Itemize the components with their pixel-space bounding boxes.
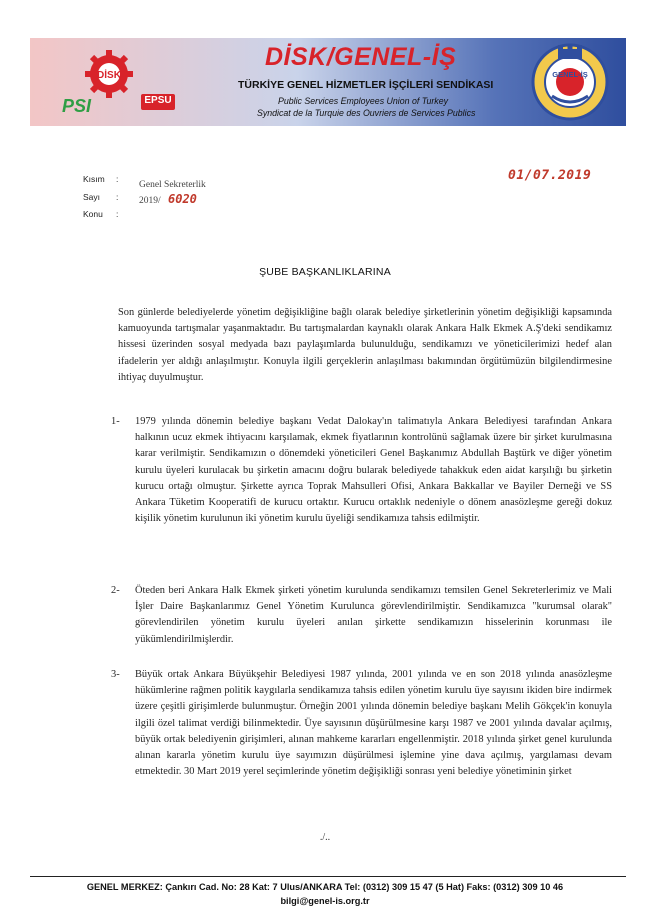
intro-paragraph: Son günlerde belediyelerde yönetim değişikliğine bağlı olarak belediye şirketlerinin yönetim değişikliği kapsamında kamuoyunda tartışmalar yaşanmaktadır. Bu tartışmalardan kaynaklı olarak Ankara Halk Ekmek A.Ş'deki sendikamız hissesi üzerinden sosyal medyada bazı paylaşımlarda bulunulduğu, sendikamızı ve yöneticilerimizi hedef alan ifadelerin yer aldığı anlaşılmıştır. Konuyla ilgili gerçeklerin anlaşılması bakımından örgütümüzün bilgilendirmesine ihtiyaç duyulmuştur. [118, 307, 612, 383]
disk-logo-text: DİSK [97, 70, 121, 81]
meta-colon: : [116, 192, 119, 202]
meta-label-sayi: Sayı [83, 192, 101, 202]
org-french-name: Syndicat de la Turquie des Ouvriers de Services Publics [257, 108, 476, 118]
handwritten-date: 01/07.2019 [508, 168, 592, 183]
psi-logo: PSI [62, 96, 92, 116]
meta-colon: : [116, 209, 119, 219]
footer-address: GENEL MERKEZ: Çankırı Cad. No: 28 Kat: 7 Ulus/ANKARA Tel: (0312) 309 15 47 (5 Hat) Faks: (0312) 309 10 46 [86, 882, 564, 892]
footer-email: bilgi@genel-is.org.tr [280, 896, 370, 906]
page-continued-marker: ./.. [319, 832, 331, 843]
list-item-number: 3- [111, 669, 120, 680]
list-item-text: Büyük ortak Ankara Büyükşehir Belediyesi 1987 yılında, 2001 yılında ve en son 2018 yılında anasözleşme hükümlerine rağmen politik kaygılarla sendikamıza tahsis edilen yönetim kurulu üye sayısını ikiden bire indirmek üzere çeşitli girişimlerde bulunmuştur. Örneğin 2001 yılında dönemin belediye başkanı Melih Gökçek'in konuyla ilgili özel talimat verdiği bilinmektedir. Üye sayısının düşürülmesine karşı 1987 ve 2001 yılında davalar açılmış, büyük ortak belediyenin girişimleri, alınan mahkeme kararları engellenmiştir. 2018 yılında şirket genel kurulunda alınan kararla yönetim kurulu üye sayımızın düşürülmesi işlemine yine dava açılmış, yargılaması devam etmektedir. 30 Mart 2019 yerel seçimlerinde yönetim değişikliği sonrası yeni belediye yönetiminin şirket [135, 669, 612, 778]
meta-colon: : [116, 174, 119, 184]
footer-divider [30, 876, 626, 877]
page-title: ŞUBE BAŞKANLIKLARINA [259, 266, 391, 278]
handwritten-sayi: 6020 [168, 192, 197, 206]
org-subtitle: TÜRKİYE GENEL HİZMETLER İŞÇİLERİ SENDİKASI [238, 79, 494, 91]
epsu-logo-text: EPSU [144, 95, 172, 106]
list-item-number: 2- [111, 585, 120, 596]
meta-value-sayi-prefix: 2019/ [139, 196, 161, 206]
disk-logo-icon [83, 48, 135, 100]
meta-value-kisim: Genel Sekreterlik [139, 180, 206, 190]
meta-label-konu: Konu [83, 209, 103, 219]
genel-is-seal-icon [530, 42, 610, 122]
meta-label-kisim: Kısım [83, 174, 105, 184]
list-item-text: Öteden beri Ankara Halk Ekmek şirketi yönetim kurulunda sendikamızı temsilen Genel Sekreterlerimiz ve Mali İşler Daire Başkanlarımız Genel Yönetim Kurulunca görevlendirilmiştir. Sendikamızca "kurumsal olarak" görevlendirilen yönetim kurulu üyeleri anılan şirkette sendikamızın hisselerinin korunması ile yükümlendirilmişlerdir. [135, 585, 612, 645]
list-item-text: 1979 yılında dönemin belediye başkanı Vedat Dalokay'ın talimatıyla Ankara Belediyesi tarafından Ankara halkının ucuz ekmek ihtiyacını karşılamak, ekmek fiyatlarının kontrolünü sağlamak üzere bir şirket kurulmasına karar verilmiştir. Sendikamızın o dönemdeki yöneticileri Genel Başkanımız Abdullah Baştürk ve diğer yönetim kurulu üyeleri kurulacak bu şirketin amacını doğru bularak belediyede tahakkuk eden aidat karşılığı bu şirketin kurucu ortağı olmuştur. Şirkette ayrıca Toprak Mahsulleri Ofisi, Ankara Bakkallar ve Bayiler Derneği ve SS Ankara Tüketim Kooperatifi de kurucu ortaktır. Kurucu ortaklık nedeniyle o dönem anasözleşme gereği dokuz kişilik yönetim kurulunun iki yönetim kurulu üyeliği sendikamıza tahsis edilmiştir. [135, 416, 612, 525]
org-english-name: Public Services Employees Union of Turkey [278, 96, 448, 106]
list-item-number: 1- [111, 416, 120, 427]
seal-text: GENEL-İŞ [552, 70, 588, 79]
org-title: DİSK/GENEL-İŞ [265, 43, 457, 71]
